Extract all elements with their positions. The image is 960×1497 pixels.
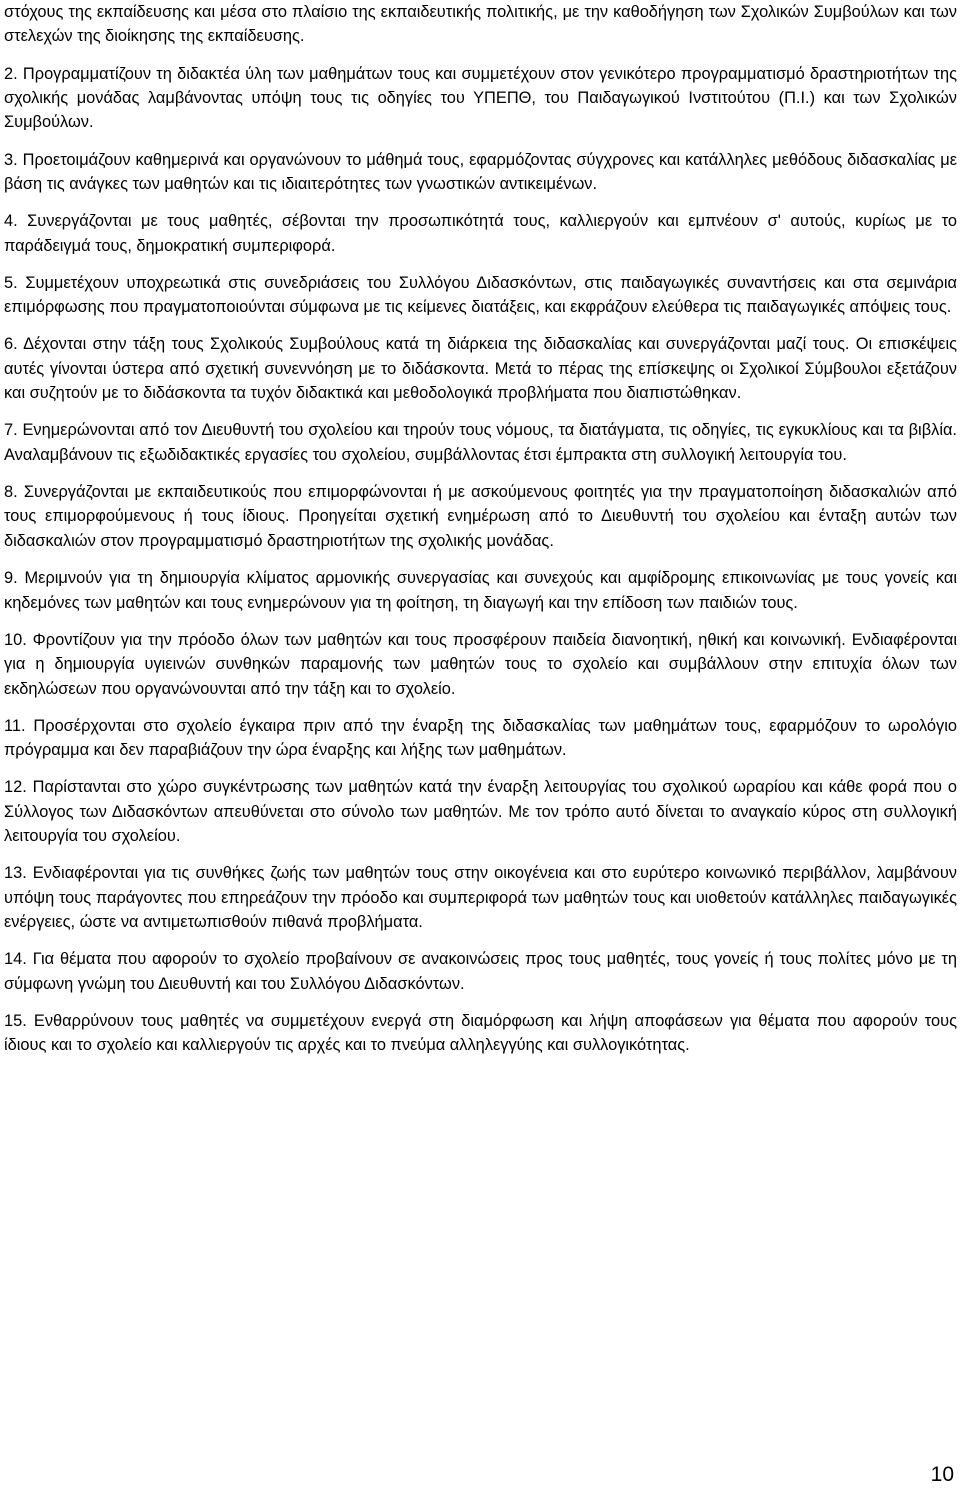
- list-item-6: 6. Δέχονται στην τάξη τους Σχολικούς Συμβούλους κατά τη διάρκεια της διδασκαλίας και συνεργάζονται μαζί τους. Οι επισκέψεις αυτές γίνονται ύστερα από σχετική συνεννόηση με το διδάσκοντα. Μετά το πέρας της επίσκεψης οι Σχολικοί Σύμβουλοι εξετάζουν και συζητούν με το διδάσκοντα τα τυχόν διδακτικά και μεθοδολογικά προβλήματα που διαπιστώθηκαν.: [4, 335, 957, 403]
- list-item-14: 14. Για θέματα που αφορούν το σχολείο προβαίνουν σε ανακοινώσεις προς τους μαθητές, τους γονείς ή τους πολίτες μόνο με τη σύμφωνη γνώμη του Διευθυντή και του Συλλόγου Διδασκόντων.: [4, 950, 957, 993]
- list-item-4: 4. Συνεργάζονται με τους μαθητές, σέβονται την προσωπικότητά τους, καλλιεργούν και εμπνέουν σ' αυτούς, κυρίως με το παράδειγμά τους, δημοκρατική συμπεριφορά.: [4, 212, 957, 255]
- list-item-5: 5. Συμμετέχουν υποχρεωτικά στις συνεδριάσεις του Συλλόγου Διδασκόντων, στις παιδαγωγικές συναντήσεις και στα σεμινάρια επιμόρφωσης που πραγματοποιούνται σύμφωνα με τις κείμενες διατάξεις, και εκφράζουν ελεύθερα τις παιδαγωγικές απόψεις τους.: [4, 273, 957, 317]
- list-item-15: 15. Ενθαρρύνουν τους μαθητές να συμμετέχουν ενεργά στη διαμόρφωση και λήψη αποφάσεων για θέματα που αφορούν τους ίδιους και το σχολείο και καλλιεργούν τις αρχές και το πνεύμα αλληλεγγύης και συλλογικότητας.: [4, 1011, 957, 1055]
- list-item-12: 12. Παρίστανται στο χώρο συγκέντρωσης των μαθητών κατά την έναρξη λειτουργίας του σχολικού ωραρίου και κάθε φορά που ο Σύλλογος των Διδασκόντων απευθύνεται στο σύνολο των μαθητών. Με τον τρόπο αυτό δίνεται το αναγκαίο κύρος στη συλλογική λειτουργία του σχολείου.: [4, 778, 957, 846]
- intro-paragraph: στόχους της εκπαίδευσης και μέσα στο πλαίσιο της εκπαιδευτικής πολιτικής, με την καθοδήγηση των Σχολικών Συμβούλων και των στελεχών της διοίκησης της εκπαίδευσης.: [4, 3, 957, 46]
- page-number: 10: [930, 1463, 954, 1486]
- list-item-9: 9. Μεριμνούν για τη δημιουργία κλίματος αρμονικής συνεργασίας και συνεχούς και αμφίδρομης επικοινωνίας με τους γονείς και κηδεμόνες των μαθητών και τους ενημερώνουν για τη φοίτηση, τη διαγωγή και την επίδοση των παιδιών τους.: [4, 569, 957, 612]
- list-item-7: 7. Ενημερώνονται από τον Διευθυντή του σχολείου και τηρούν τους νόμους, τα διατάγματα, τις οδηγίες, τις εγκυκλίους και τα βιβλία. Αναλαμβάνουν τις εξωδιδακτικές εργασίες του σχολείου, συμβάλλοντας έτσι έμπρακτα στη συλλογική λειτουργία του.: [4, 421, 957, 464]
- list-item-10: 10. Φροντίζουν για την πρόοδο όλων των μαθητών και τους προσφέρουν παιδεία διανοητική, ηθική και κοινωνική. Ενδιαφέρονται για η δημιουργία υγιεινών συνθηκών παραμονής των μαθητών τους το σχολείο και συμβάλλουν στην επιτυχία όλων των εκδηλώσεων που οργανώνουνται από την τάξη και το σχολείο.: [4, 630, 957, 698]
- list-item-13: 13. Ενδιαφέρονται για τις συνθήκες ζωής των μαθητών τους στην οικογένεια και στο ευρύτερο κοινωνικό περιβάλλον, λαμβάνουν υπόψη τους παράγοντες που επηρεάζουν την πρόοδο και συμπεριφορά των μαθητών τους και υιοθετούν κατάλληλες παιδαγωγικές ενέργειες, ώστε να αντιμετωπισθούν πιθανά προβλήματα.: [4, 864, 957, 932]
- list-item-3: 3. Προετοιμάζουν καθημερινά και οργανώνουν το μάθημά τους, εφαρμόζοντας σύγχρονες και κατάλληλες μεθόδους διδασκαλίας με βάση τις ανάγκες των μαθητών και τις ιδιαιτερότητες των γνωστικών αντικειμένων.: [4, 150, 957, 194]
- list-item-8: 8. Συνεργάζονται με εκπαιδευτικούς που επιμορφώνονται ή με ασκούμενους φοιτητές για την πραγματοποίηση διδασκαλιών από τους επιμορφούμενους ή τους ίδιους. Προηγείται σχετική ενημέρωση από το Διευθυντή του σχολείου και ένταξη αυτών των διδασκαλιών στον προγραμματισμό δραστηριοτήτων της σχολικής μονάδας.: [4, 483, 957, 550]
- list-item-2: 2. Προγραμματίζουν τη διδακτέα ύλη των μαθημάτων τους και συμμετέχουν στον γενικότερο προγραμματισμό δραστηριοτήτων της σχολικής μονάδας λαμβάνοντας υπόψη τους τις οδηγίες του ΥΠΕΠΘ, του Παιδαγωγικού Ινστιτούτου (Π.Ι.) και των Σχολικών Συμβούλων.: [4, 64, 957, 132]
- list-item-11: 11. Προσέρχονται στο σχολείο έγκαιρα πριν από την έναρξη της διδασκαλίας των μαθημάτων τους, εφαρμόζουν το ωρολόγιο πρόγραμμα και δεν παραβιάζουν την ώρα έναρξης και λήξης των μαθημάτων.: [4, 716, 957, 760]
- document-page: [4, 0, 957, 1058]
